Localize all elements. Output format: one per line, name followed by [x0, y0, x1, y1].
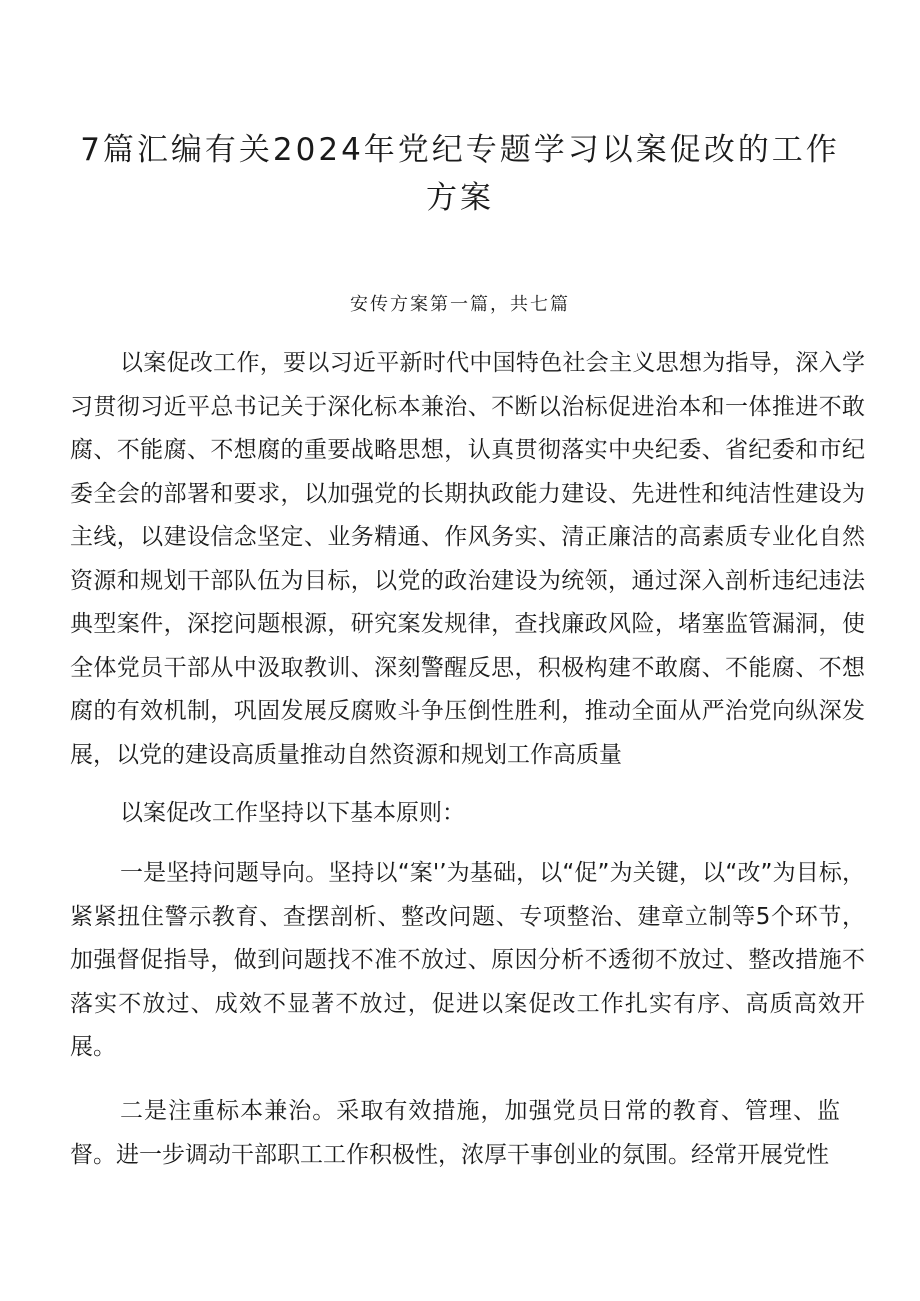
title-line-1: 7篇汇编有关2024年党纪专题学习以案促改的工作 — [80, 132, 840, 168]
paragraph-principle-2: 二是注重标本兼治。采取有效措施，加强党员日常的教育、管理、监督。进一步调动干部职工工作积极性，浓厚干事创业的氛围。经常开展党性 — [70, 1098, 840, 1168]
title-line-2: 方案 — [426, 180, 494, 216]
document-title — [60, 126, 860, 222]
paragraph-principle-1: 一是坚持问题导向。坚持以“案'’为基础，以“促”为关键，以“改”为目标，紧紧扭住警示教育、查摆剖析、整改问题、专项整治、建章立制等5个环节，加强督促指导，做到问题找不准不放过、原因分析不透彻不放过、整改措施不落实不放过、成效不显著不放过，促进以案促改工作扎实有序、高质高效开展。 — [70, 860, 865, 1060]
paragraph-guidance: 以案促改工作，要以习近平新时代中国特色社会主义思想为指导，深入学习贯彻习近平总书记关于深化标本兼治、不断以治标促进治本和一体推进不敢腐、不能腐、不想腐的重要战略思想，认真贯彻落实中央纪委、省纪委和市纪委全会的部署和要求，以加强党的长期执政能力建设、先进性和纯洁性建设为主线，以建设信念坚定、业务精通、作风务实、清正廉洁的高素质专业化自然资源和规划干部队伍为目标，以党的政治建设为统领，通过深入剖析违纪违法典型案件，深挖问题根源，研究案发规律，查找廉政风险，堵塞监管漏洞，使全体党员干部从中汲取教训、深刻警醒反思，积极构建不敢腐、不能腐、不想腐的有效机制，巩固发展反腐败斗争压倒性胜利，推动全面从严治党向纵深发展，以党的建设高质量推动自然资源和规划工作高质量 — [70, 350, 865, 768]
document-subtitle: 安传方案第一篇，共七篇 — [350, 294, 570, 315]
paragraph-principles-intro: 以案促改工作坚持以下基本原则： — [120, 800, 465, 826]
